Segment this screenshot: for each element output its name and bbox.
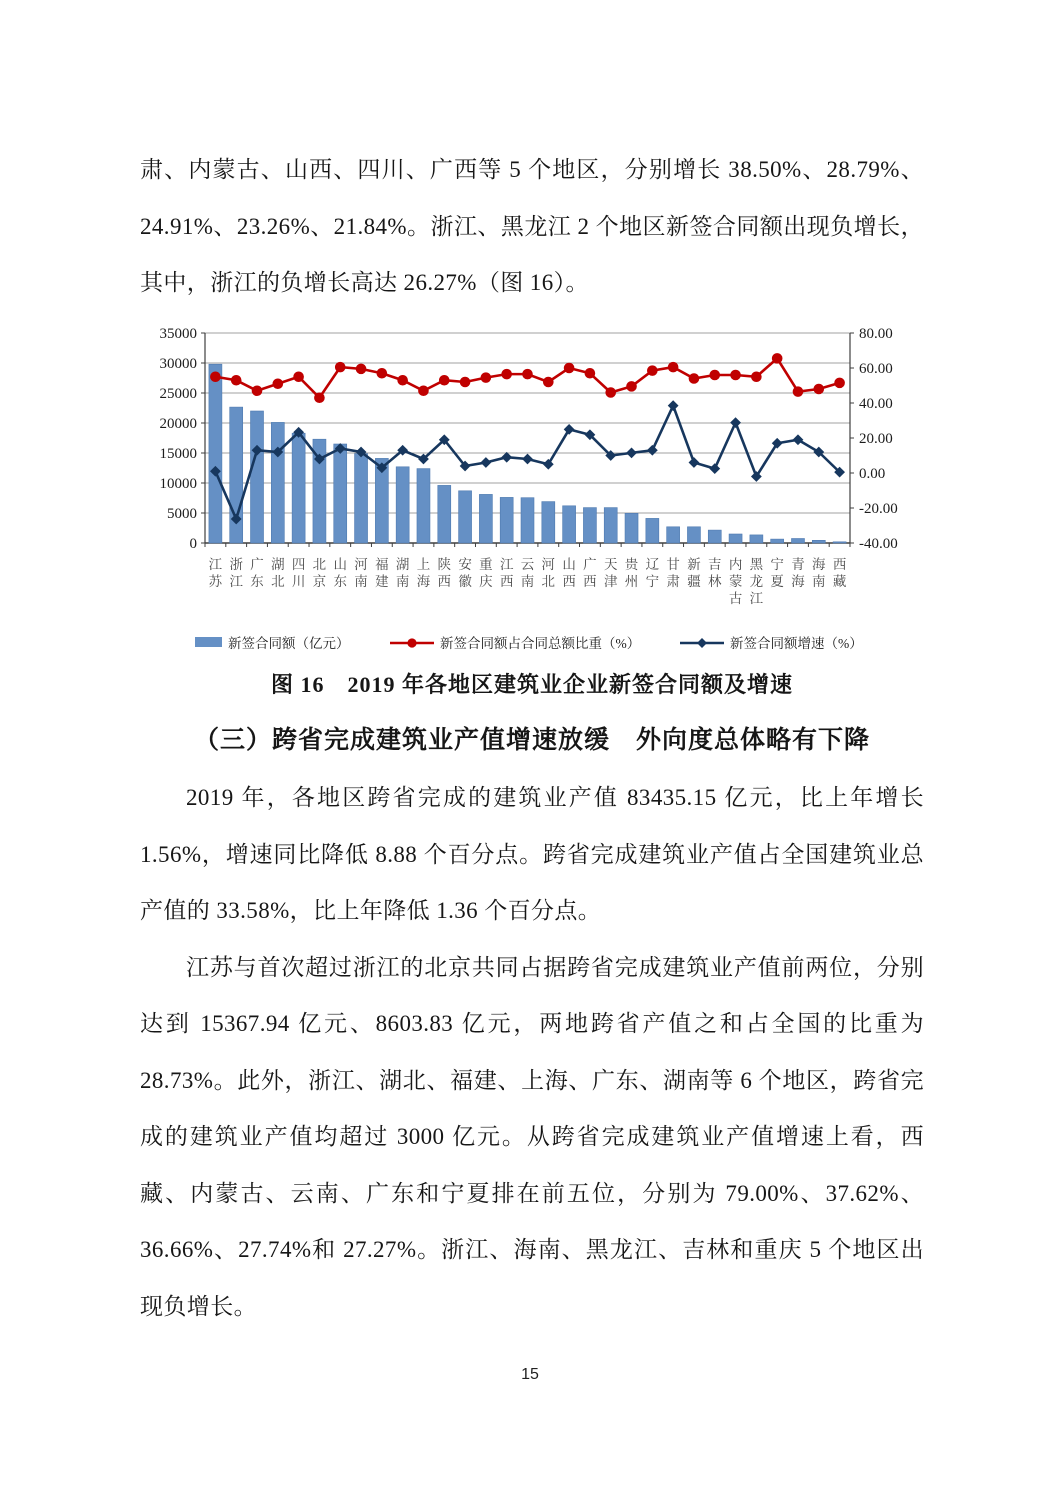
- svg-text:甘肃: 甘肃: [666, 557, 680, 589]
- svg-text:上海: 上海: [416, 557, 431, 589]
- svg-text:湖北: 湖北: [271, 557, 285, 589]
- svg-text:吉林: 吉林: [708, 557, 722, 589]
- svg-text:新签合同额占合同总额比重（%）: 新签合同额占合同总额比重（%）: [440, 636, 641, 651]
- svg-text:30000: 30000: [159, 356, 197, 372]
- svg-text:河北: 河北: [541, 557, 556, 589]
- svg-text:-20.00: -20.00: [859, 501, 898, 517]
- section-heading: （三）跨省完成建筑业产值增速放缓 外向度总体略有下降: [193, 727, 870, 754]
- svg-text:0.00: 0.00: [859, 466, 886, 482]
- intro-paragraph: 肃、内蒙古、山西、四川、广西等 5 个地区，分别增长 38.50%、28.79%、24.91%、23.26%、21.84%。浙江、黑龙江 2 个地区新签合同额出现负增长，其中，浙江的负增长高达 26.27%（图 16）。: [140, 157, 924, 295]
- svg-text:黑龙江: 黑龙江: [749, 557, 764, 606]
- svg-text:江苏: 江苏: [208, 557, 223, 589]
- svg-text:贵州: 贵州: [624, 557, 639, 589]
- svg-text:-40.00: -40.00: [859, 536, 898, 552]
- svg-text:0: 0: [189, 536, 197, 552]
- svg-text:新签合同额（亿元）: 新签合同额（亿元）: [228, 636, 350, 651]
- svg-text:辽宁: 辽宁: [645, 557, 660, 589]
- body-paragraphs: [140, 770, 924, 1335]
- svg-text:新签合同额增速（%）: 新签合同额增速（%）: [730, 636, 863, 651]
- svg-text:江西: 江西: [499, 557, 514, 589]
- svg-text:广东: 广东: [250, 557, 264, 589]
- svg-text:福建: 福建: [375, 557, 389, 589]
- svg-text:5000: 5000: [167, 506, 197, 522]
- svg-text:云南: 云南: [520, 557, 535, 589]
- svg-text:15000: 15000: [159, 446, 197, 462]
- svg-text:西藏: 西藏: [832, 557, 847, 589]
- svg-text:浙江: 浙江: [229, 557, 243, 589]
- svg-text:80.00: 80.00: [859, 326, 893, 342]
- svg-text:海南: 海南: [812, 557, 826, 589]
- svg-text:湖南: 湖南: [395, 557, 410, 589]
- svg-text:重庆: 重庆: [479, 557, 493, 589]
- svg-text:宁夏: 宁夏: [770, 557, 784, 589]
- svg-text:山东: 山东: [333, 557, 347, 589]
- figure-16-chart: [150, 322, 910, 660]
- svg-text:20.00: 20.00: [859, 431, 893, 447]
- svg-text:25000: 25000: [159, 386, 197, 402]
- svg-text:新疆: 新疆: [687, 557, 701, 589]
- paragraph-1: 2019 年，各地区跨省完成的建筑业产值 83435.15 亿元，比上年增长 1.56%，增速同比降低 8.88 个百分点。跨省完成建筑业产值占全国建筑业总产值的 33.58%，比上年降低 1.36 个百分点。: [140, 785, 924, 923]
- combo-chart-svg: [150, 322, 910, 660]
- page-number: 15: [521, 1366, 539, 1383]
- svg-text:四川: 四川: [291, 557, 306, 589]
- svg-text:内蒙古: 内蒙古: [728, 557, 743, 606]
- svg-text:河南: 河南: [354, 557, 368, 589]
- svg-text:天津: 天津: [603, 557, 618, 589]
- svg-text:广西: 广西: [583, 557, 597, 589]
- svg-text:北京: 北京: [312, 557, 327, 589]
- paragraph-2: 江苏与首次超过浙江的北京共同占据跨省完成建筑业产值前两位，分别达到 15367.94 亿元、8603.83 亿元，两地跨省产值之和占全国的比重为 28.73%。此外，浙江、湖北、福建、上海、广东、湖南等 6 个地区，跨省完成的建筑业产值均超过 3000 亿元。从跨省完成建筑业产值增速上看，西藏、内蒙古、云南、广东和宁夏排在前五位，分别为 79.00%、37.62%、36.66%、27.74%和 27.27%。浙江、海南、黑龙江、吉林和重庆 5 个地区出现负增长。: [140, 954, 924, 1319]
- svg-text:安徽: 安徽: [458, 557, 472, 589]
- svg-text:40.00: 40.00: [859, 396, 893, 412]
- svg-text:10000: 10000: [159, 476, 197, 492]
- svg-text:35000: 35000: [159, 326, 197, 342]
- svg-text:陕西: 陕西: [437, 557, 452, 589]
- svg-text:青海: 青海: [791, 557, 805, 589]
- svg-text:60.00: 60.00: [859, 361, 893, 377]
- svg-text:20000: 20000: [159, 416, 197, 432]
- svg-text:山西: 山西: [562, 557, 576, 589]
- figure-caption: 图 16 2019 年各地区建筑业企业新签合同额及增速: [270, 672, 793, 697]
